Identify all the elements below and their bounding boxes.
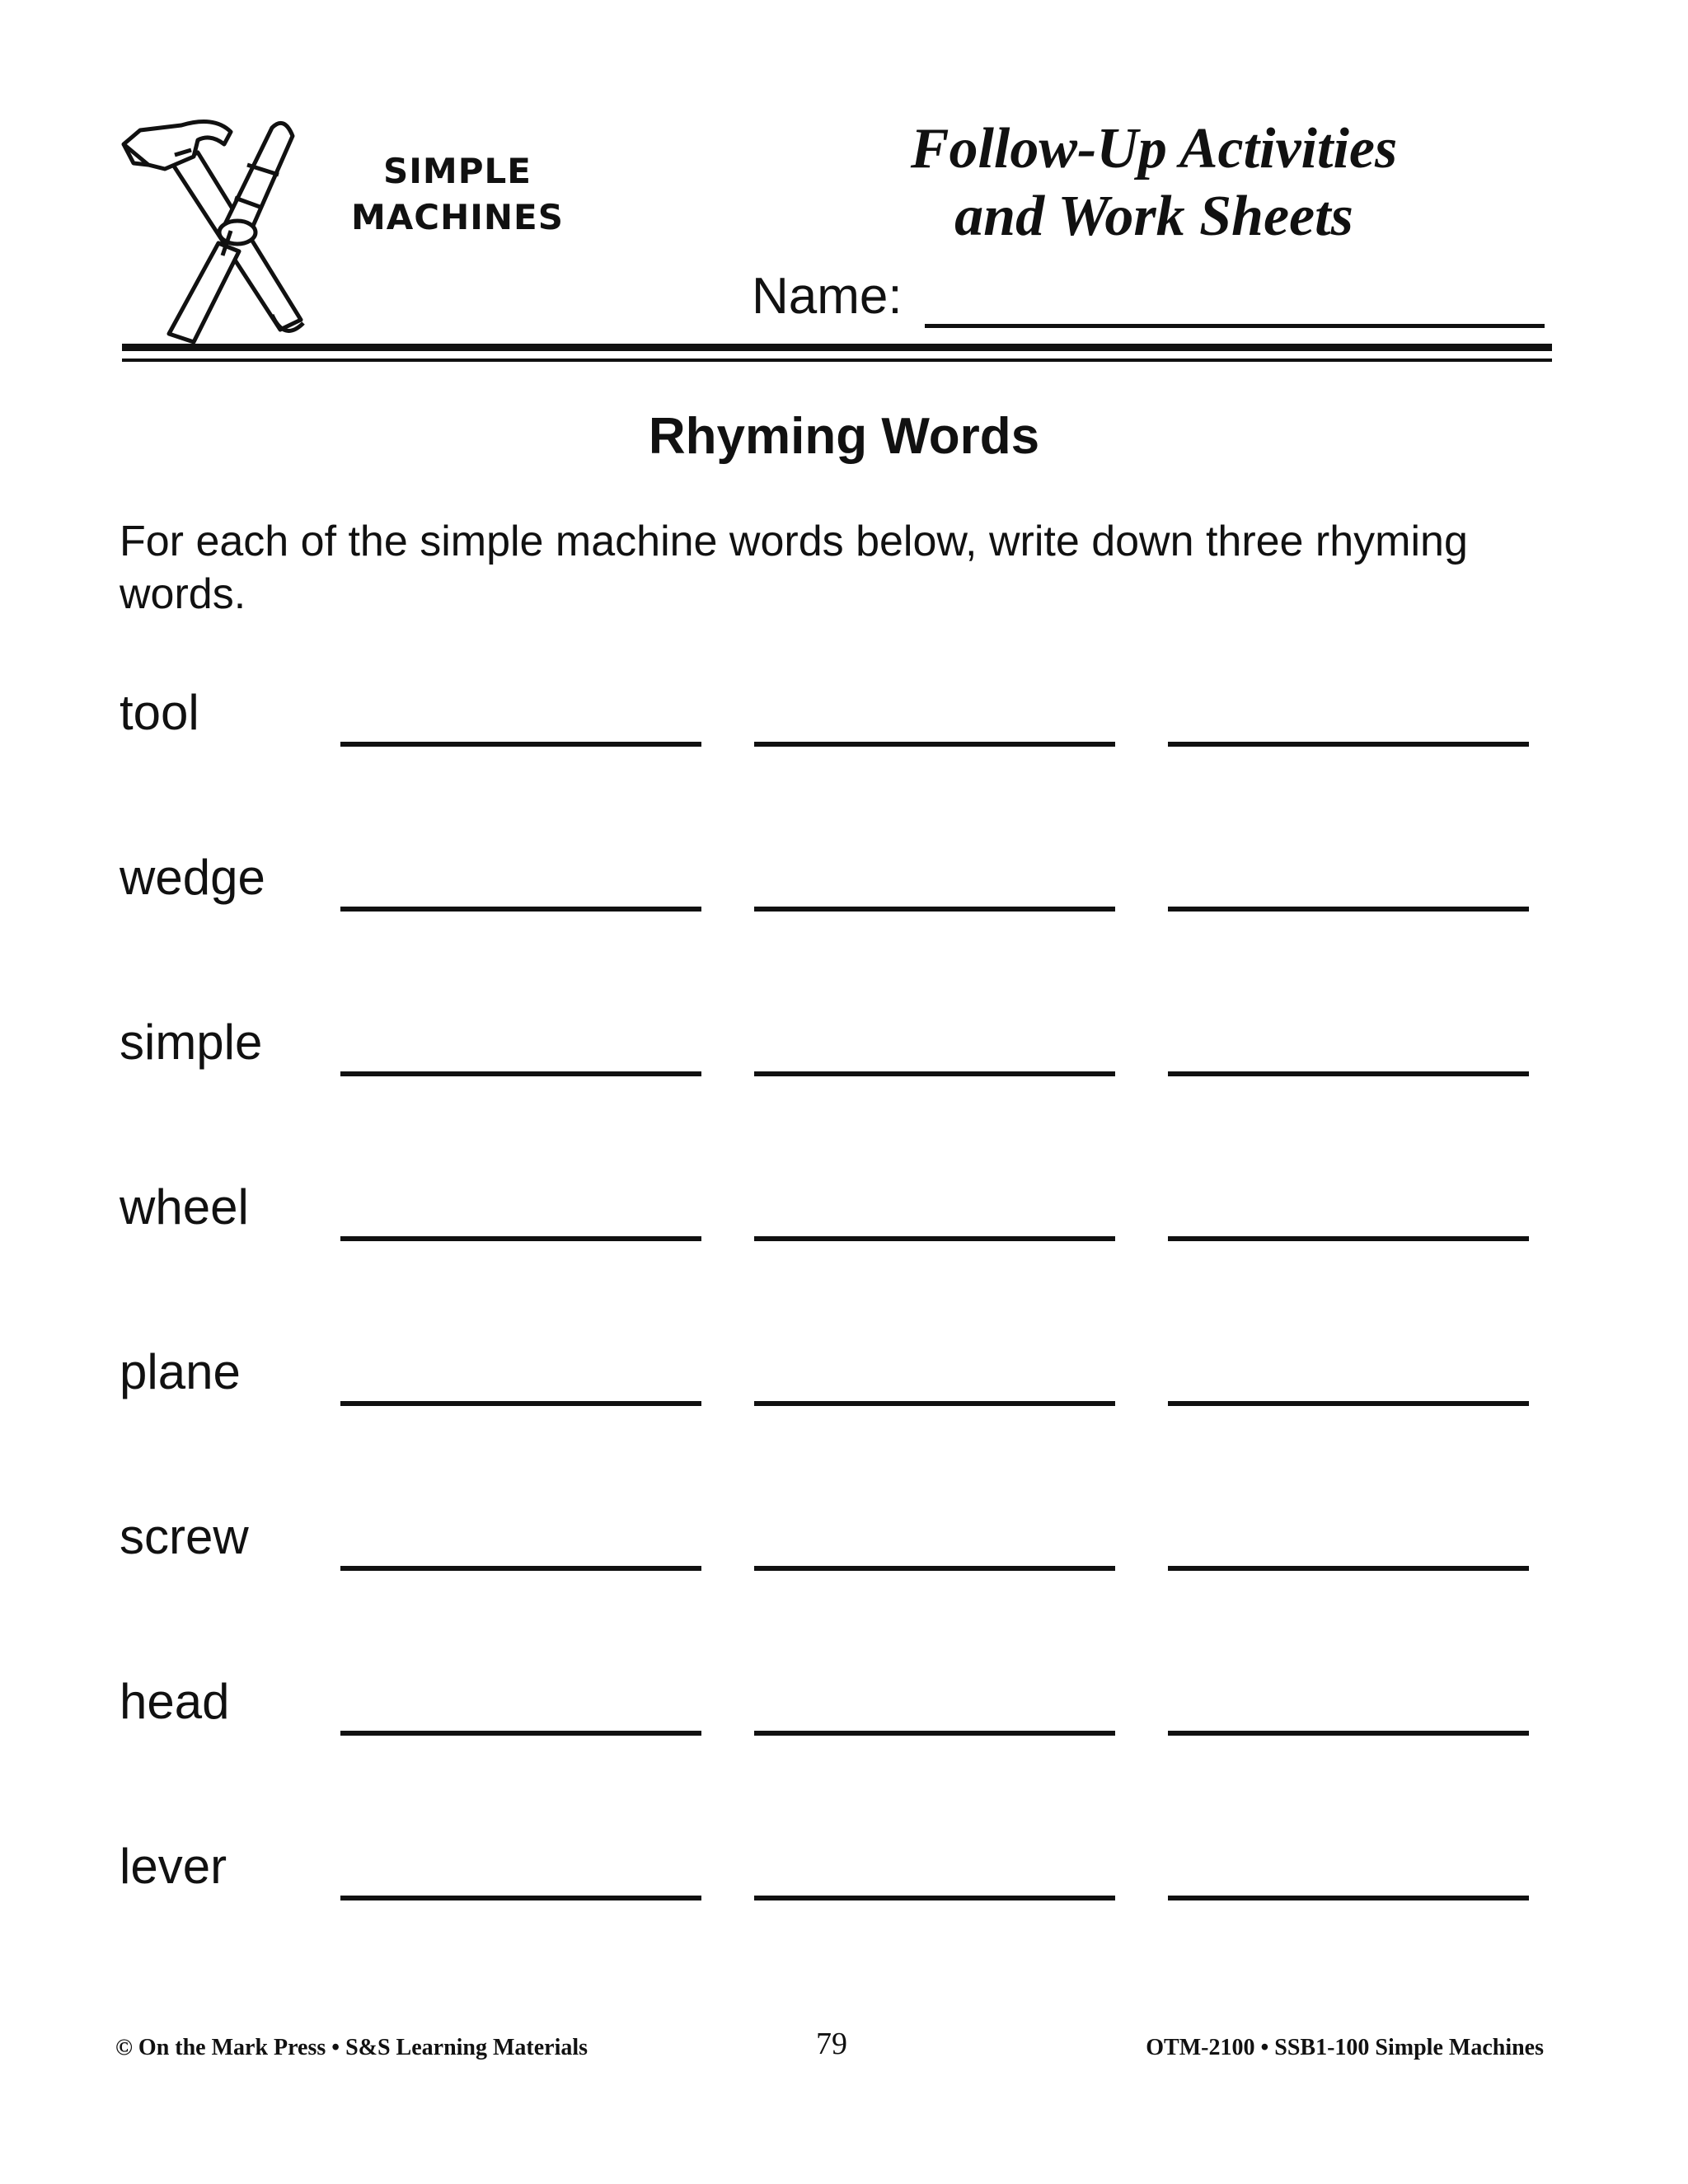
- brand-line-1: SIMPLE: [383, 151, 532, 191]
- answer-blank-2[interactable]: [754, 1401, 1115, 1406]
- answer-blank-3[interactable]: [1168, 1896, 1529, 1900]
- answer-blank-3[interactable]: [1168, 1236, 1529, 1241]
- word-label: simple: [120, 1015, 263, 1070]
- series-title-line-1: Follow-Up Activities: [910, 117, 1398, 180]
- brand-line-2: MACHINES: [351, 197, 564, 237]
- answer-blank-3[interactable]: [1168, 1731, 1529, 1736]
- word-label: plane: [120, 1344, 241, 1399]
- worksheet-title: Rhyming Words: [648, 408, 1040, 465]
- hammer-and-chisel-icon: [115, 107, 330, 346]
- word-label: wedge: [120, 850, 265, 905]
- brand-label: [334, 148, 581, 241]
- name-label: Name:: [752, 268, 903, 325]
- series-title-line-2: and Work Sheets: [954, 185, 1353, 248]
- series-title: [808, 115, 1500, 251]
- answer-blank-1[interactable]: [340, 1896, 701, 1900]
- footer-product: OTM-2100 • SSB1-100 Simple Machines: [1146, 2035, 1544, 2060]
- word-label: screw: [120, 1509, 249, 1564]
- page-number: 79: [816, 2027, 847, 2061]
- word-label: lever: [120, 1839, 227, 1894]
- answer-blank-2[interactable]: [754, 1896, 1115, 1900]
- word-label: head: [120, 1674, 230, 1729]
- instructions: For each of the simple machine words below, write down three rhyming words.: [120, 518, 1468, 618]
- header-divider-thick: [122, 344, 1552, 351]
- word-row: [120, 1170, 1562, 1244]
- word-row: [120, 676, 1562, 750]
- word-row: [120, 1005, 1562, 1080]
- answer-blank-1[interactable]: [340, 1731, 701, 1736]
- answer-blank-2[interactable]: [754, 742, 1115, 747]
- name-blank[interactable]: [925, 324, 1545, 328]
- answer-blank-2[interactable]: [754, 907, 1115, 912]
- answer-blank-1[interactable]: [340, 907, 701, 912]
- answer-blank-3[interactable]: [1168, 1071, 1529, 1076]
- word-row: [120, 1830, 1562, 1904]
- answer-blank-2[interactable]: [754, 1236, 1115, 1241]
- word-label: tool: [120, 685, 199, 740]
- word-row: [120, 1335, 1562, 1409]
- answer-blank-2[interactable]: [754, 1731, 1115, 1736]
- word-label: wheel: [120, 1179, 249, 1235]
- word-row: [120, 1500, 1562, 1574]
- answer-blank-3[interactable]: [1168, 742, 1529, 747]
- answer-blank-3[interactable]: [1168, 1566, 1529, 1571]
- answer-blank-1[interactable]: [340, 1401, 701, 1406]
- answer-blank-1[interactable]: [340, 1071, 701, 1076]
- answer-blank-1[interactable]: [340, 742, 701, 747]
- footer-copyright: © On the Mark Press • S&S Learning Materials: [115, 2035, 588, 2060]
- answer-blank-2[interactable]: [754, 1071, 1115, 1076]
- answer-blank-1[interactable]: [340, 1236, 701, 1241]
- answer-blank-3[interactable]: [1168, 1401, 1529, 1406]
- answer-blank-3[interactable]: [1168, 907, 1529, 912]
- word-row: [120, 841, 1562, 915]
- answer-blank-2[interactable]: [754, 1566, 1115, 1571]
- word-row: [120, 1665, 1562, 1739]
- header-divider-thin: [122, 359, 1552, 362]
- answer-blank-1[interactable]: [340, 1566, 701, 1571]
